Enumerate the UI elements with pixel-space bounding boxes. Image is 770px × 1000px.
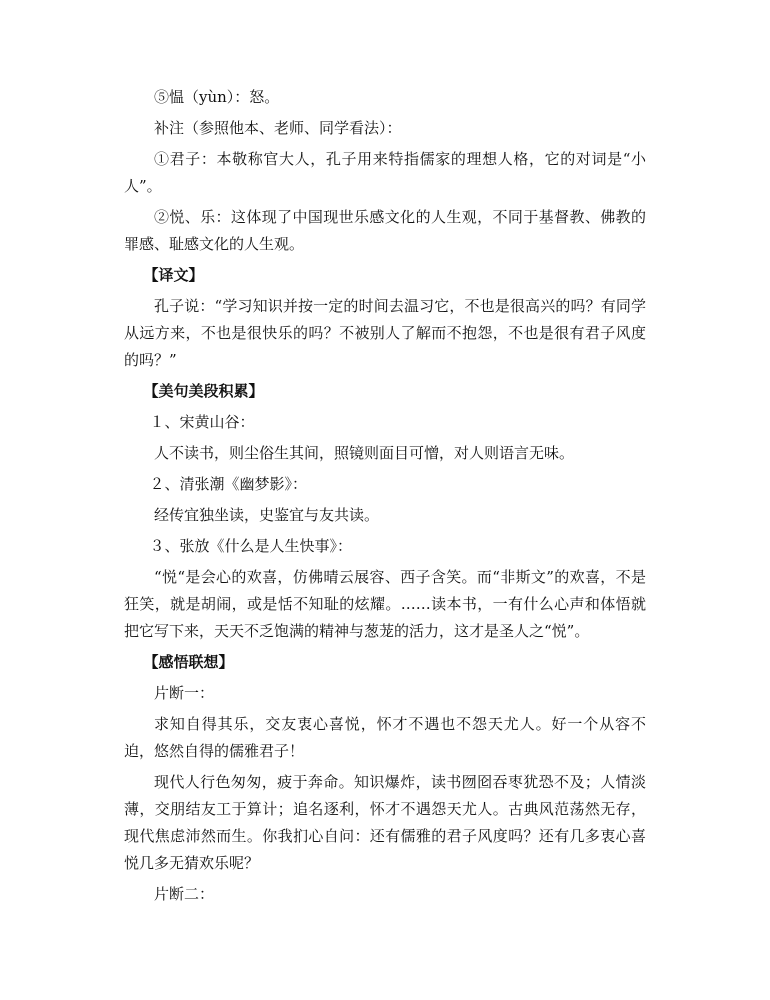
quote-3-title: ３、张放《什么是人生快事》： [149,537,353,555]
quote-1-text: 人不读书，则尘俗生其间，照镜则面目可憎，对人则语言无味。 [154,444,575,462]
quote-1-title: １、宋黄山谷： [149,413,255,431]
translation-heading: 【译文】 [143,266,204,284]
fragment-1-paragraph-1: 求知自得其乐，交友衷心喜悦，怀才不遇也不怨天尤人。好一个从容不迫，悠然自得的儒雅君子！ [124,715,646,760]
quote-2-text: 经传宜独坐读，史鉴宜与友共读。 [154,506,380,524]
fragment-1-title: 片断一： [154,684,215,702]
fragment-2-title: 片断二： [154,885,215,903]
reflection-heading: 【感悟联想】 [143,653,234,671]
note-5: ⑤愠（yùn）：怒。 [154,88,280,106]
quote-3-text: “悦“是会心的欢喜，仿佛晴云展容、西子含笑。而“非斯文”的欢喜，不是狂笑，就是胡闹，或是恬不知耻的炫耀。……读本书，一有什么心声和体悟就把它写下来，天天不乏饱满的精神与葱茏的活力，这才是圣人之“悦”。 [124,568,646,640]
supplement-title: 补注（参照他本、老师、同学看法）： [154,119,402,137]
quote-2-title: ２、清张潮《幽梦影》： [149,475,308,493]
supplement-1: ①君子：本敬称官大人，孔子用来特指儒家的理想人格，它的对词是“小人”。 [124,150,646,195]
quotes-heading: 【美句美段积累】 [143,382,264,400]
translation-text: 孔子说：“学习知识并按一定的时间去温习它，不也是很高兴的吗？有同学从远方来，不也是很快乐的吗？不被别人了解而不抱怨，不也是很有君子风度的吗？” [124,297,646,369]
fragment-1-paragraph-2: 现代人行色匆匆，疲于奔命。知识爆炸，读书囫囵吞枣犹恐不及；人情淡薄，交朋结友工于算计；追名逐利，怀才不遇怨天尤人。古典风范荡然无存，现代焦虑沛然而生。你我扪心自问：还有儒雅的君子风度吗？还有几多衷心喜悦几多无猜欢乐呢？ [124,773,646,872]
supplement-2: ②悦、乐：这体现了中国现世乐感文化的人生观，不同于基督教、佛教的罪感、耻感文化的人生观。 [124,208,646,253]
